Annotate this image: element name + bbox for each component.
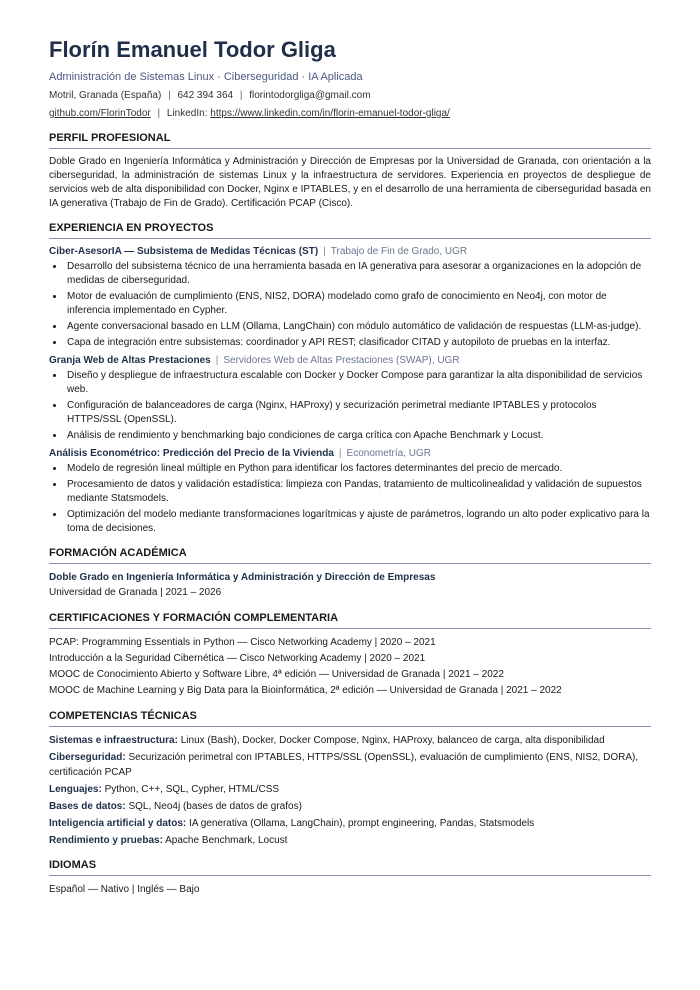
section-title: CERTIFICACIONES Y FORMACIÓN COMPLEMENTARIA [49, 611, 651, 629]
profile-summary: Doble Grado en Ingeniería Informática y Administración y Dirección de Empresas por la Universidad de Granada, con orientación a la ciberseguridad, la administración de sistemas Linux y la infraestructura de servidores. Experiencia en proyectos de despliegue de servicios web de alta disponibilidad con Docker, Nginx e IPTABLES, y en el desarrollo de una herramienta de ciberseguridad basada en IA generativa (Trabajo de Fin de Grado). Certificación PCAP (Cisco). [49, 156, 651, 209]
project-ciber-asesoria [49, 245, 651, 350]
project-header [49, 447, 651, 461]
skill-row [49, 782, 651, 797]
email-text: florintodorgliga@gmail.com [249, 90, 371, 101]
section-title: FORMACIÓN ACADÉMICA [49, 546, 651, 564]
skill-value: Securización perimetral con IPTABLES, HTTPS/SSL (OpenSSL), evaluación de cumplimiento (ENS, NIS2, DORA), certificación PCAP [49, 752, 639, 778]
skill-value: Python, C++, SQL, Cypher, HTML/CSS [101, 784, 280, 795]
separator: | [215, 355, 219, 366]
links-line [49, 106, 651, 121]
languages-section [49, 858, 651, 898]
skill-value: IA generativa (Ollama, LangChain), prompt engineering, Pandas, Statsmodels [186, 818, 535, 829]
bullet-item: • Configuración de balanceadores de carga (Nginx, HAProxy) y securización perimetral mediante IPTABLES y protocolos HTTPS/SSL (OpenSSL). [65, 399, 651, 427]
professional-tagline: Administración de Sistemas Linux · Ciberseguridad · IA Aplicada [49, 71, 363, 83]
project-header [49, 245, 651, 259]
skill-row [49, 733, 651, 748]
separator: | [323, 246, 326, 257]
bullet-item: • Agente conversacional basado en LLM (Ollama, LangChain) con módulo automático de validación de respuestas (LLM-as-judge). [65, 320, 651, 334]
project-context: Econometría, UGR [346, 448, 432, 459]
skill-key: Rendimiento y pruebas: [49, 835, 163, 846]
bullet-item: • Optimización del modelo mediante transformaciones logarítmicas y ajuste de parámetros, logrando un alto poder explicativo para la toma de decisiones. [65, 508, 651, 536]
bullet-item: • Procesamiento de datos y validación estadística: limpieza con Pandas, tratamiento de multicolinealidad y validación de supuestos mediante Statsmodels. [65, 478, 651, 506]
certifications-section [49, 611, 651, 699]
project-bullets [49, 260, 651, 350]
skill-row [49, 750, 651, 780]
education-section [49, 546, 651, 601]
profile-section [49, 131, 651, 211]
degree-title: Doble Grado en Ingeniería Informática y Administración y Dirección de Empresas [49, 572, 436, 583]
project-title: Análisis Econométrico: Predicción del Precio de la Vivienda [49, 448, 334, 459]
skill-row [49, 799, 651, 814]
project-context: Trabajo de Fin de Grado, UGR [330, 246, 468, 257]
experience-section [49, 221, 651, 536]
skill-key: Lenguajes: [49, 784, 102, 795]
bullet-item: • Desarrollo del subsistema técnico de una herramienta basada en IA generativa para asesorar a organizaciones en la adopción de medidas de ciberseguridad. [65, 260, 651, 288]
bullet-item: • Diseño y despliegue de infraestructura escalable con Docker y Docker Compose para garantizar la alta disponibilidad de servicios web. [65, 369, 651, 397]
linkedin-label: LinkedIn: [166, 108, 208, 119]
section-title: COMPETENCIAS TÉCNICAS [49, 709, 651, 727]
certification-item: MOOC de Conocimiento Abierto y Software Libre, 4ª edición — Universidad de Granada | 2021 – 2022 [49, 669, 504, 680]
certification-item: Introducción a la Seguridad Cibernética — Cisco Networking Academy | 2020 – 2021 [49, 653, 426, 664]
project-context: Servidores Web de Altas Prestaciones (SWAP), UGR [223, 355, 460, 366]
project-bullets [49, 369, 651, 443]
linkedin-link[interactable]: https://www.linkedin.com/in/florin-emanuel-todor-gliga/ [210, 108, 450, 119]
skill-key: Bases de datos: [49, 801, 126, 812]
project-title: Granja Web de Altas Prestaciones [49, 355, 211, 366]
skills-section [49, 709, 651, 848]
section-title: IDIOMAS [49, 858, 651, 876]
section-title: PERFIL PROFESIONAL [49, 131, 651, 149]
separator: | [338, 448, 342, 459]
skill-key: Inteligencia artificial y datos: [49, 818, 187, 829]
resume-header [49, 36, 651, 121]
skill-key: Ciberseguridad: [49, 752, 126, 763]
project-title: Ciber-AsesorIA — Subsistema de Medidas Técnicas (ST) [49, 246, 319, 257]
contact-line [49, 88, 651, 103]
skill-row [49, 816, 651, 831]
project-granja-web [49, 354, 651, 443]
skill-key: Sistemas e infraestructura: [49, 735, 178, 746]
certification-item: PCAP: Programming Essentials in Python — Cisco Networking Academy | 2020 – 2021 [49, 637, 436, 648]
bullet-item: • Modelo de regresión lineal múltiple en Python para identificar los factores determinantes del precio de mercado. [65, 462, 651, 476]
bullet-item: • Motor de evaluación de cumplimiento (ENS, NIS2, DORA) modelado como grafo de conocimiento en Neo4j, con motor de inferencia implementado en Cypher. [65, 290, 651, 318]
skill-value: Apache Benchmark, Locust [162, 835, 288, 846]
candidate-name: Florín Emanuel Todor Gliga [49, 37, 336, 62]
certification-item: MOOC de Machine Learning y Big Data para la Bioinformática, 2ª edición — Universidad de Granada | 2021 – 2022 [49, 685, 562, 696]
skill-row [49, 833, 651, 848]
bullet-item: • Capa de integración entre subsistemas: coordinador y API REST; clasificador CITAD y autopiloto de pruebas en la interfaz. [65, 336, 651, 350]
separator: | [239, 90, 243, 101]
project-bullets [49, 462, 651, 536]
separator: | [168, 90, 171, 101]
phone-text: 642 394 364 [177, 90, 234, 101]
skill-value: SQL, Neo4j (bases de datos de grafos) [125, 801, 302, 812]
section-title: EXPERIENCIA EN PROYECTOS [49, 221, 651, 239]
degree-details: Universidad de Granada | 2021 – 2026 [49, 587, 222, 598]
bullet-item: • Análisis de rendimiento y benchmarking bajo condiciones de carga crítica con Apache Benchmark y Locust. [65, 429, 651, 443]
separator: | [157, 108, 161, 119]
github-link[interactable]: github.com/FlorinTodor [49, 108, 151, 119]
location-text: Motril, Granada (España) [49, 90, 162, 101]
skill-value: Linux (Bash), Docker, Docker Compose, Nginx, HAProxy, balanceo de carga, alta disponibilidad [177, 735, 605, 746]
languages-text: Español — Nativo | Inglés — Bajo [49, 884, 200, 895]
project-analisis-econometrico [49, 447, 651, 536]
project-header [49, 354, 651, 368]
